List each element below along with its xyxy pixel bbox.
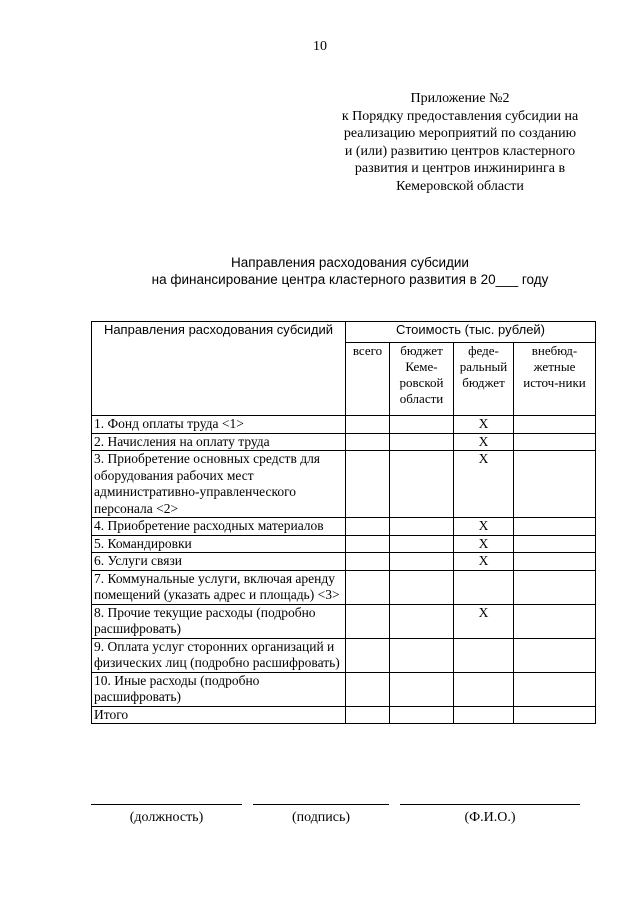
row-label: 6. Услуги связи [92,553,346,571]
federal-budget-cell: X [454,535,514,553]
table-row [92,672,596,706]
row-label: 5. Командировки [92,535,346,553]
federal-budget-cell [454,570,514,604]
total-cell [346,553,390,571]
federal-budget-cell: X [454,604,514,638]
region-budget-cell [390,638,454,672]
extrabudget-cell [514,433,596,451]
document-title [0,254,640,288]
header-total: всего [346,343,390,416]
appendix-line: к Порядку предоставления субсидии на [341,108,579,124]
region-budget-cell [390,535,454,553]
table-row [92,535,596,553]
total-cell [346,416,390,434]
full-name-field [400,804,580,826]
appendix-line: Кемеровской области [396,178,524,194]
extrabudget-cell [514,518,596,536]
federal-budget-cell: X [454,553,514,571]
signature-caption: (подпись) [291,810,351,825]
region-budget-cell [390,553,454,571]
row-label: 3. Приобретение основных средств для оборудования рабочих мест административно-управленческого персонала <2> [92,451,346,518]
total-cell [346,706,390,724]
header-region-budget: бюджет Кеме-ровской области [390,343,454,416]
title-line-1: Направления расходования субсидии [231,255,469,270]
total-cell [346,604,390,638]
full-name-caption: (Ф.И.О.) [464,810,516,825]
signature-line [253,804,389,805]
total-cell [346,433,390,451]
header-cost: Стоимость (тыс. рублей) [346,322,596,343]
region-budget-cell [390,604,454,638]
region-budget-cell [390,433,454,451]
federal-budget-cell: X [454,433,514,451]
appendix-line: и (или) развитию центров кластерного [344,143,576,159]
table-row [92,706,596,724]
total-cell [346,535,390,553]
table-row [92,518,596,536]
extrabudget-cell [514,604,596,638]
extrabudget-cell [514,638,596,672]
row-label: 8. Прочие текущие расходы (подробно расшифровать) [92,604,346,638]
row-label: Итого [92,706,346,724]
expense-table [91,321,596,724]
appendix-line: Приложение №2 [410,91,510,106]
region-budget-cell [390,706,454,724]
total-cell [346,518,390,536]
table-row [92,570,596,604]
header-directions: Направления расходования субсидий [92,322,346,416]
position-line [91,804,242,805]
row-label: 10. Иные расходы (подробно расшифровать) [92,672,346,706]
appendix-line: реализацию мероприятий по созданию [343,126,577,141]
row-label: 9. Оплата услуг сторонних организаций и физических лиц (подробно расшифровать) [92,638,346,672]
total-cell [346,638,390,672]
header-extrabudget: внебюд-жетные источ-ники [514,343,596,416]
position-caption: (должность) [129,810,204,825]
federal-budget-cell [454,706,514,724]
total-cell [346,570,390,604]
row-label: 1. Фонд оплаты труда <1> [92,416,346,434]
row-label: 2. Начисления на оплату труда [92,433,346,451]
signature-block [0,804,640,844]
position-field [91,804,242,826]
table-row [92,416,596,434]
full-name-line [400,804,580,805]
federal-budget-cell: X [454,416,514,434]
table-row [92,553,596,571]
table-row [92,604,596,638]
appendix-line: развития и центров инжиниринга в [354,161,566,176]
appendix-block [320,90,600,195]
table-row [92,451,596,518]
region-budget-cell [390,451,454,518]
header-federal-budget: феде-ральный бюджет [454,343,514,416]
extrabudget-cell [514,570,596,604]
title-line-2: на финансирование центра кластерного развития в 20___ году [151,272,549,287]
row-label: 4. Приобретение расходных материалов [92,518,346,536]
table-body [92,416,596,724]
total-cell [346,672,390,706]
federal-budget-cell: X [454,518,514,536]
region-budget-cell [390,672,454,706]
federal-budget-cell [454,672,514,706]
region-budget-cell [390,416,454,434]
extrabudget-cell [514,553,596,571]
federal-budget-cell: X [454,451,514,518]
page-number: 10 [313,39,327,54]
extrabudget-cell [514,672,596,706]
federal-budget-cell [454,638,514,672]
region-budget-cell [390,570,454,604]
signature-field [253,804,389,826]
table-row [92,433,596,451]
total-cell [346,451,390,518]
table-row [92,638,596,672]
extrabudget-cell [514,706,596,724]
extrabudget-cell [514,416,596,434]
extrabudget-cell [514,451,596,518]
row-label: 7. Коммунальные услуги, включая аренду помещений (указать адрес и площадь) <3> [92,570,346,604]
extrabudget-cell [514,535,596,553]
region-budget-cell [390,518,454,536]
